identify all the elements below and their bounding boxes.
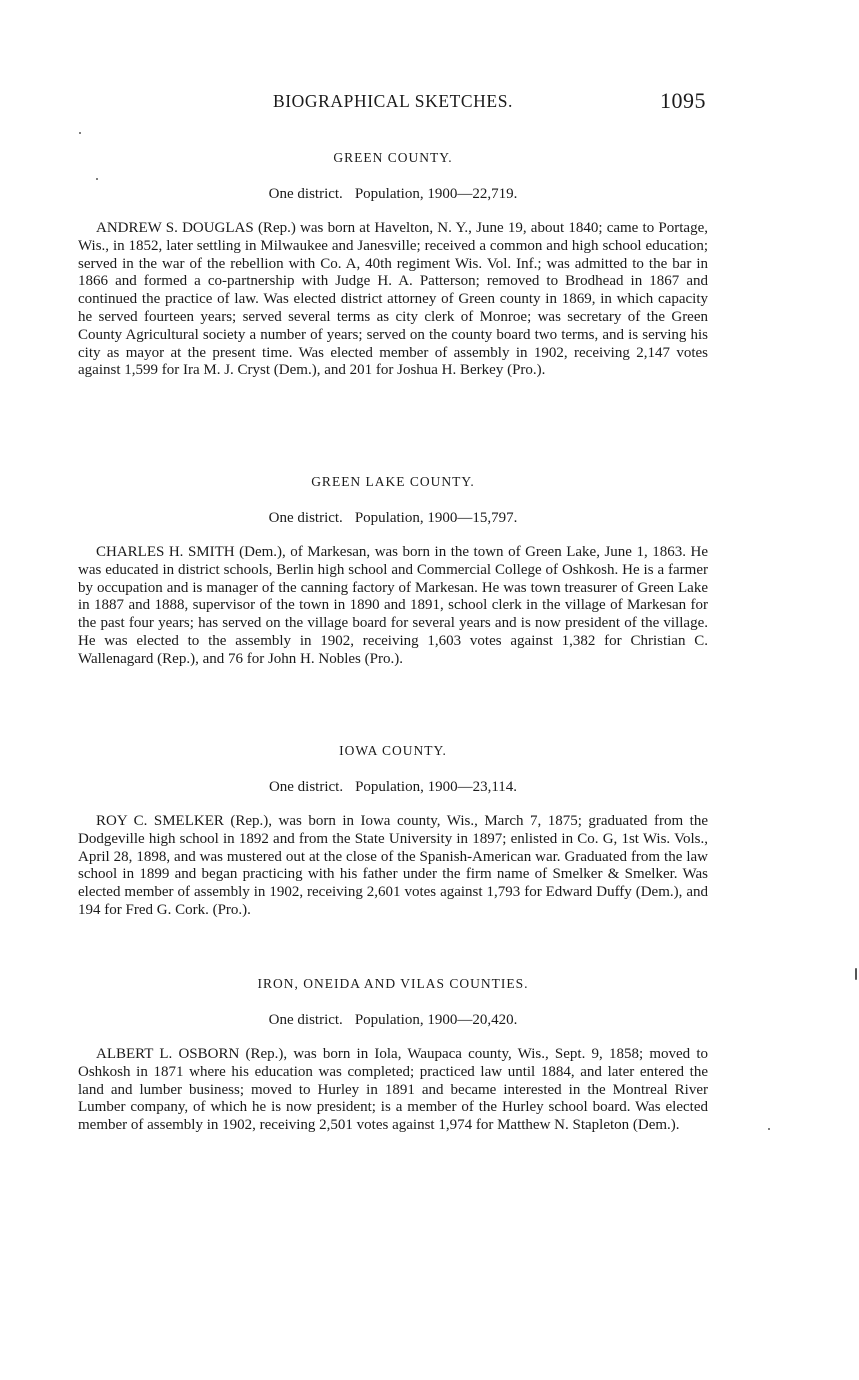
district-label: One district. bbox=[268, 510, 343, 526]
district-line-iowa bbox=[78, 777, 708, 797]
population-label: Population, 1900—15,797. bbox=[354, 510, 518, 526]
bio-andrew-s-douglas: ANDREW S. DOUGLAS (Rep.) was born at Havelton, N. Y., June 19, about 1840; came to Portage, Wis., in 1852, later settling in Milwaukee and Janesville; received a common and high school education; served in the war of the rebellion with Co. A, 40th regiment Wis. Vol. Inf.; was admitted to the bar in 1866 and formed a co-partnership with Judge H. A. Patterson; removed to Brodhead in 1867 and continued the practice of law. Was elected district attorney of Green county in 1869, in which capacity he served fourteen years; served several terms as city clerk of Monroe; was secretary of the Green County Agricultural society a number of years; served on the county board two terms, and is serving his city as mayor at the present time. Was elected member of assembly in 1902, receiving 2,147 votes against 1,599 for Ira M. J. Cryst (Dem.), and 201 for Joshua H. Berkey (Pro.). bbox=[78, 220, 708, 379]
population-label: Population, 1900—22,719. bbox=[354, 186, 518, 202]
county-heading-green-lake: GREEN LAKE COUNTY. bbox=[311, 474, 475, 489]
district-line-green bbox=[78, 184, 708, 204]
bio-charles-h-smith: CHARLES H. SMITH (Dem.), of Markesan, was born in the town of Green Lake, June 1, 1863. He was educated in district schools, Berlin high school and Commercial College of Oshkosh. He is a farmer by occupation and is manager of the canning factory of Markesan. He was town treasurer of Green Lake in 1887 and 1888, supervisor of the town in 1890 and 1891, school clerk in the village of Markesan for the past four years; has served on the village board for several years and is now president of the village. He was elected to the assembly in 1902, receiving 1,603 votes against 1,382 for Christian C. Wallenagard (Rep.), and 76 for John H. Nobles (Pro.). bbox=[78, 544, 708, 667]
bio-albert-l-osborn: ALBERT L. OSBORN (Rep.), was born in Iola, Waupaca county, Wis., Sept. 9, 1858; moved to Oshkosh in 1871 where his education was completed; practiced law until 1884, and later entered the land and lumber business; moved to Hurley in 1891 and became interested in the Montreal River Lumber company, of which he is now president; is a member of the Hurley school board. Was elected member of assembly in 1902, receiving 2,501 votes against 1,974 for Matthew N. Stapleton (Dem.). bbox=[78, 1046, 708, 1134]
population-label: Population, 1900—23,114. bbox=[355, 779, 518, 795]
district-line-green-lake bbox=[78, 508, 708, 528]
county-heading-green: GREEN COUNTY. bbox=[333, 150, 453, 165]
population-label: Population, 1900—20,420. bbox=[354, 1012, 518, 1028]
district-line-iron-oneida-vilas bbox=[78, 1010, 708, 1030]
county-heading-iron-oneida-vilas: IRON, ONEIDA AND VILAS COUNTIES. bbox=[257, 976, 529, 991]
page-number: 1095 bbox=[660, 88, 706, 113]
bio-roy-c-smelker: ROY C. SMELKER (Rep.), was born in Iowa county, Wis., March 7, 1875; graduated from the Dodgeville high school in 1892 and from the State University in 1897; enlisted in Co. G, 1st Wis. Vols., April 28, 1898, and was mustered out at the close of the Spanish-American war. Graduated from the law school in 1899 and began practicing with his father under the firm name of Smelker & Smelker. Was elected member of assembly in 1902, receiving 2,601 votes against 1,793 for Edward Duffy (Dem.), and 194 for Fred G. Cork. (Pro.). bbox=[78, 813, 708, 918]
running-title: BIOGRAPHICAL SKETCHES. bbox=[272, 91, 514, 111]
scan-speck bbox=[768, 1128, 770, 1130]
county-heading-iowa: IOWA COUNTY. bbox=[339, 743, 447, 758]
scan-speck bbox=[96, 178, 98, 180]
scan-speck bbox=[79, 132, 81, 134]
running-head bbox=[78, 88, 708, 114]
district-label: One district. bbox=[268, 779, 344, 795]
district-label: One district. bbox=[268, 186, 343, 202]
district-label: One district. bbox=[268, 1012, 343, 1028]
scan-speck bbox=[855, 968, 857, 980]
